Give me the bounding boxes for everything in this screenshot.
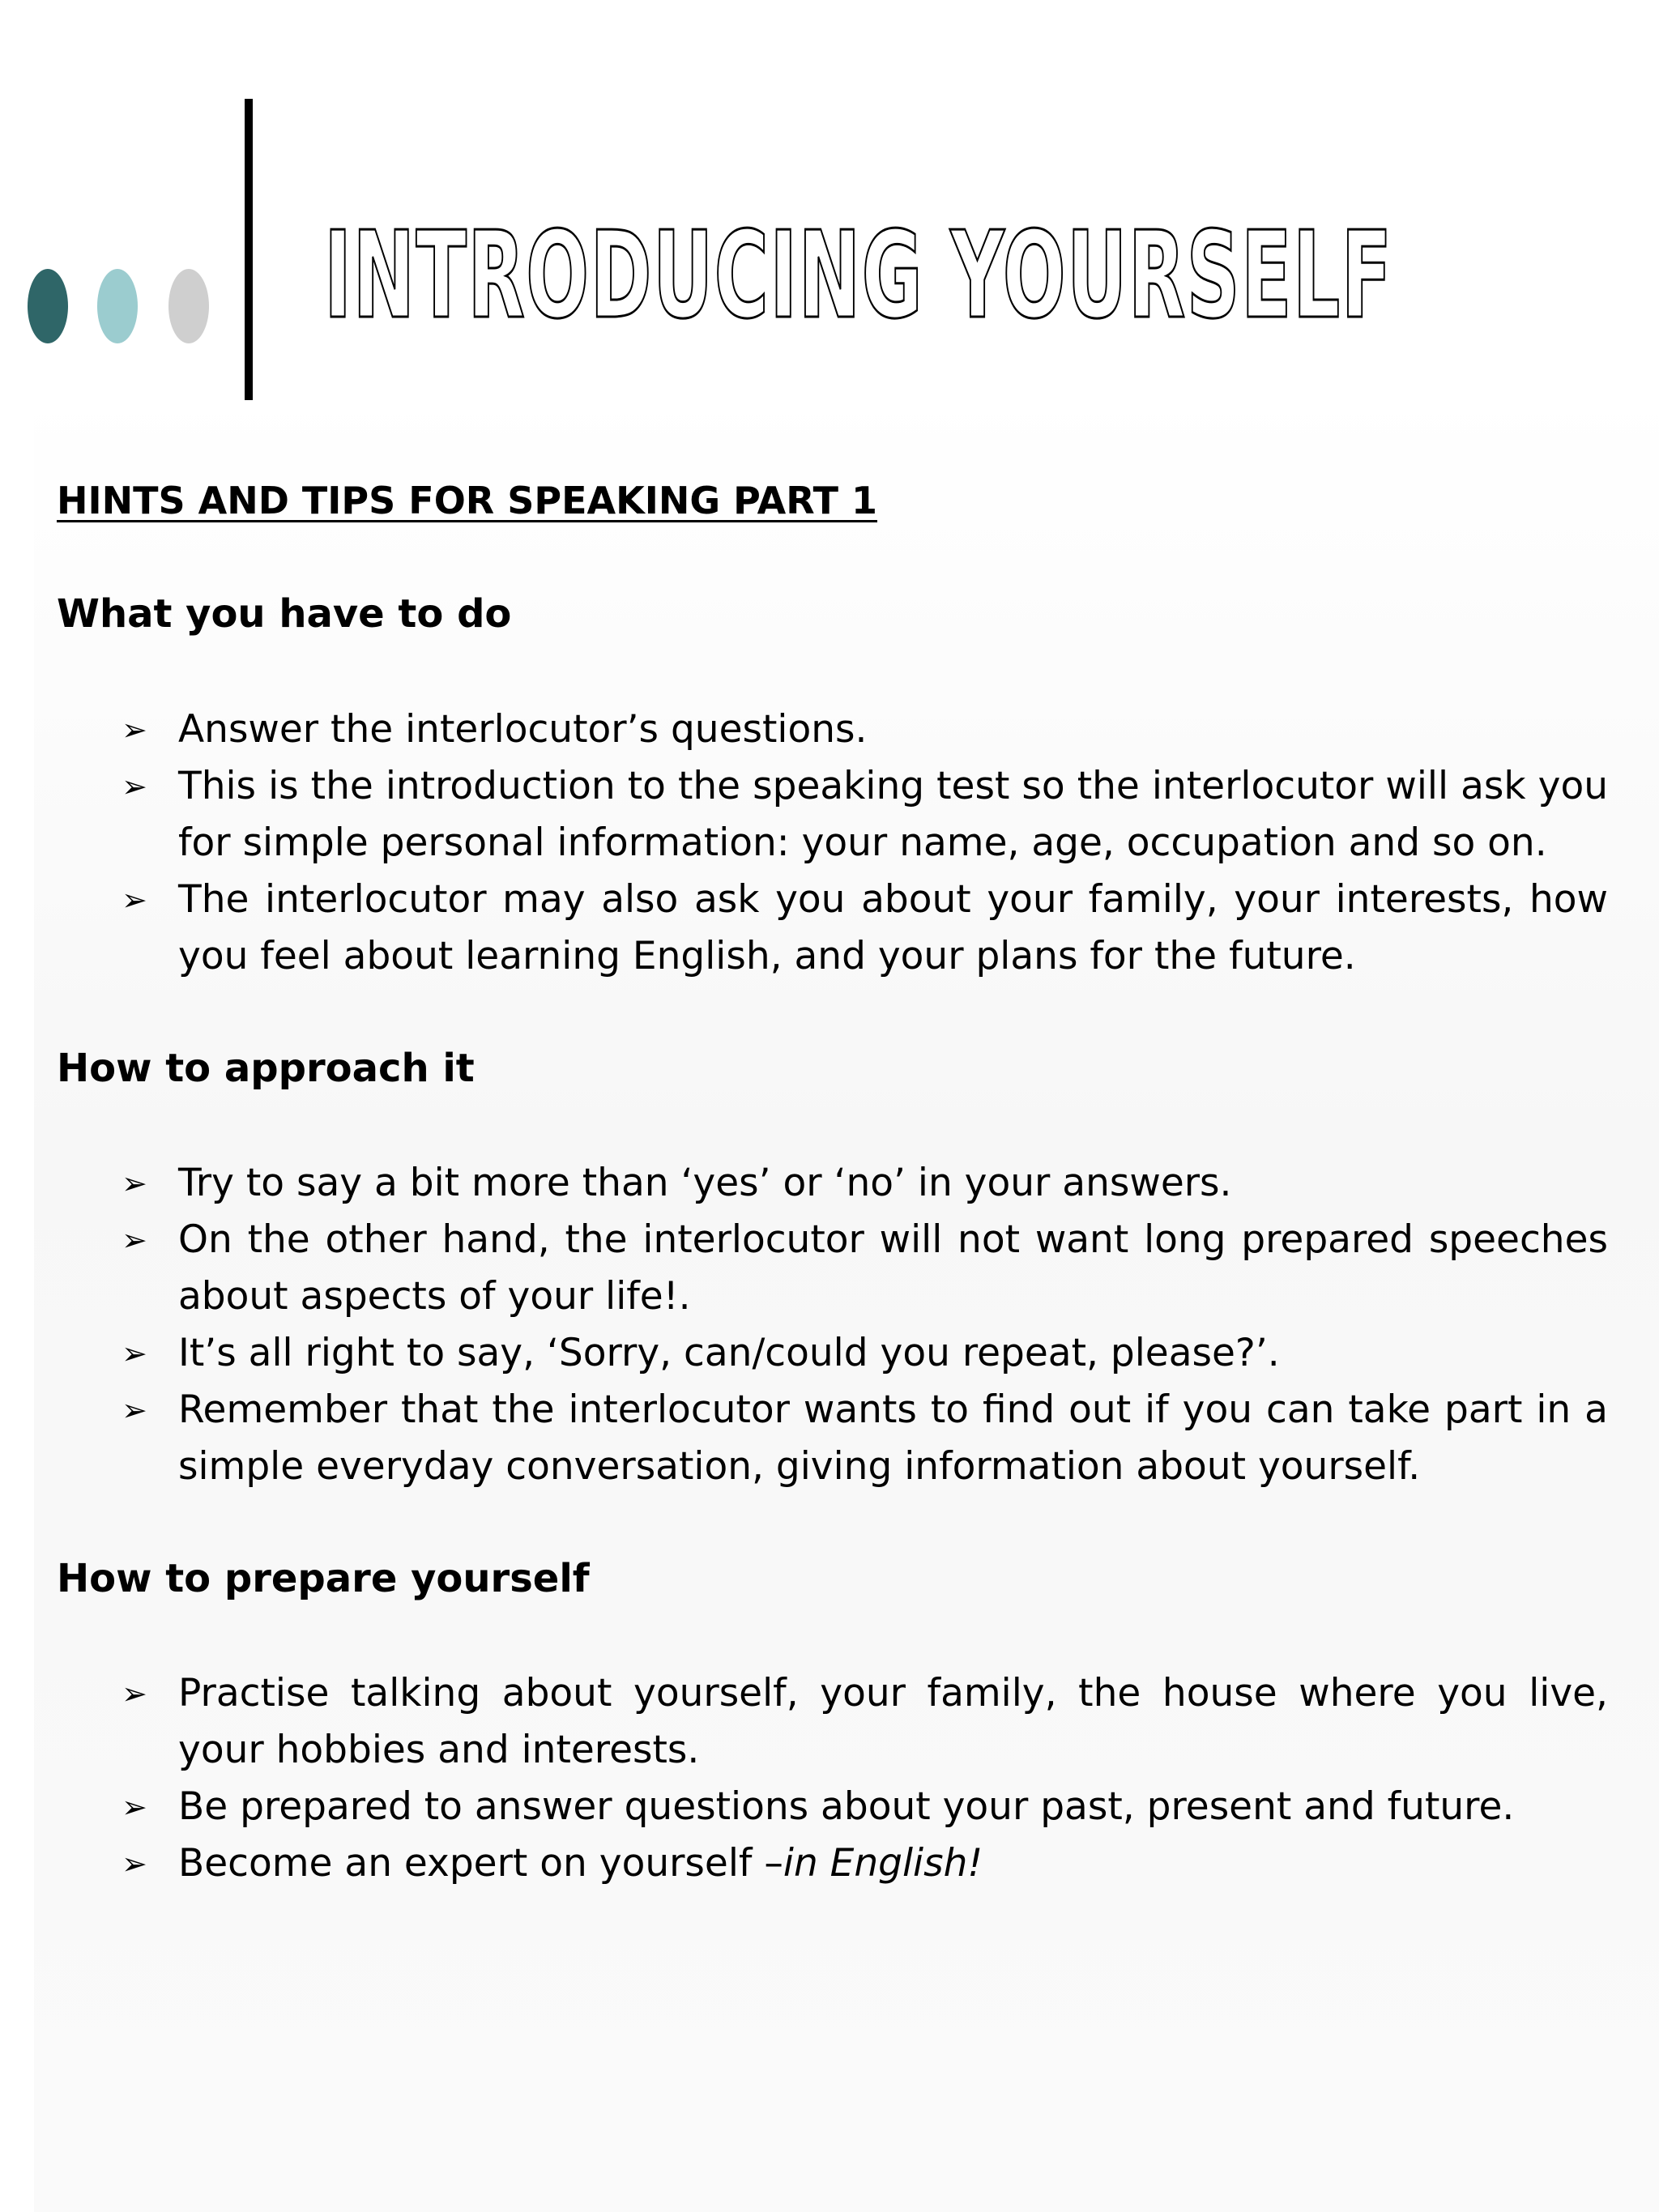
- list-item-text: It’s all right to say, ‘Sorry, can/could you repeat, please?’.: [178, 1331, 1280, 1375]
- list-item-text: Remember that the interlocutor wants to find out if you can take part in a simple everyday conversation, giving information about yourself.: [178, 1387, 1608, 1489]
- arrow-bullet-icon: ➢: [122, 769, 147, 804]
- arrow-bullet-icon: ➢: [122, 1222, 147, 1258]
- decorative-dot-grey: [168, 269, 209, 343]
- list-item-text: Become an expert on yourself –: [178, 1841, 783, 1886]
- section-title-how-to-prepare: How to prepare yourself: [57, 1556, 590, 1601]
- list-item-text: On the other hand, the interlocutor will not want long prepared speeches about aspects of your life!.: [178, 1217, 1608, 1319]
- arrow-bullet-icon: ➢: [122, 1789, 147, 1825]
- arrow-bullet-icon: ➢: [122, 1676, 147, 1711]
- list-item: [122, 1382, 1608, 1495]
- list-item: [122, 1779, 1608, 1835]
- bullet-list-how-to-approach: [122, 1155, 1608, 1495]
- bullet-list-what-to-do: [122, 701, 1608, 985]
- list-item-emphasis: in English!: [783, 1841, 983, 1886]
- arrow-bullet-icon: ➢: [122, 882, 147, 918]
- tips-heading: HINTS AND TIPS FOR SPEAKING PART 1: [57, 479, 877, 522]
- decorative-dot-dark: [28, 269, 68, 343]
- section-title-what-to-do: What you have to do: [57, 591, 512, 637]
- list-item: [122, 758, 1608, 872]
- list-item-text: Practise talking about yourself, your family, the house where you live, your hobbies and interests.: [178, 1671, 1608, 1772]
- section-title-how-to-approach: How to approach it: [57, 1046, 475, 1091]
- list-item: [122, 1835, 1608, 1892]
- arrow-bullet-icon: ➢: [122, 1846, 147, 1882]
- list-item: [122, 1325, 1608, 1382]
- arrow-bullet-icon: ➢: [122, 1166, 147, 1201]
- list-item-text: Try to say a bit more than ‘yes’ or ‘no’ in your answers.: [178, 1161, 1232, 1205]
- list-item: [122, 1665, 1608, 1779]
- title-divider-bar: [245, 99, 253, 400]
- page-title: INTRODUCING YOURSELF: [324, 206, 1393, 345]
- arrow-bullet-icon: ➢: [122, 1392, 147, 1428]
- list-item: [122, 1212, 1608, 1325]
- list-item: [122, 701, 1608, 758]
- arrow-bullet-icon: ➢: [122, 1336, 147, 1371]
- decorative-dot-light: [97, 269, 138, 343]
- list-item-text: This is the introduction to the speaking test so the interlocutor will ask you for simple personal information: your name, age, occupation and so on.: [178, 764, 1608, 865]
- list-item-text: The interlocutor may also ask you about your family, your interests, how you feel about learning English, and your plans for the future.: [178, 877, 1608, 978]
- list-item-text: Be prepared to answer questions about your past, present and future.: [178, 1784, 1515, 1829]
- bullet-list-how-to-prepare: [122, 1665, 1608, 1892]
- page-margin: [0, 0, 34, 2212]
- arrow-bullet-icon: ➢: [122, 712, 147, 748]
- list-item: [122, 872, 1608, 985]
- list-item-text: Answer the interlocutor’s questions.: [178, 707, 868, 752]
- list-item: [122, 1155, 1608, 1212]
